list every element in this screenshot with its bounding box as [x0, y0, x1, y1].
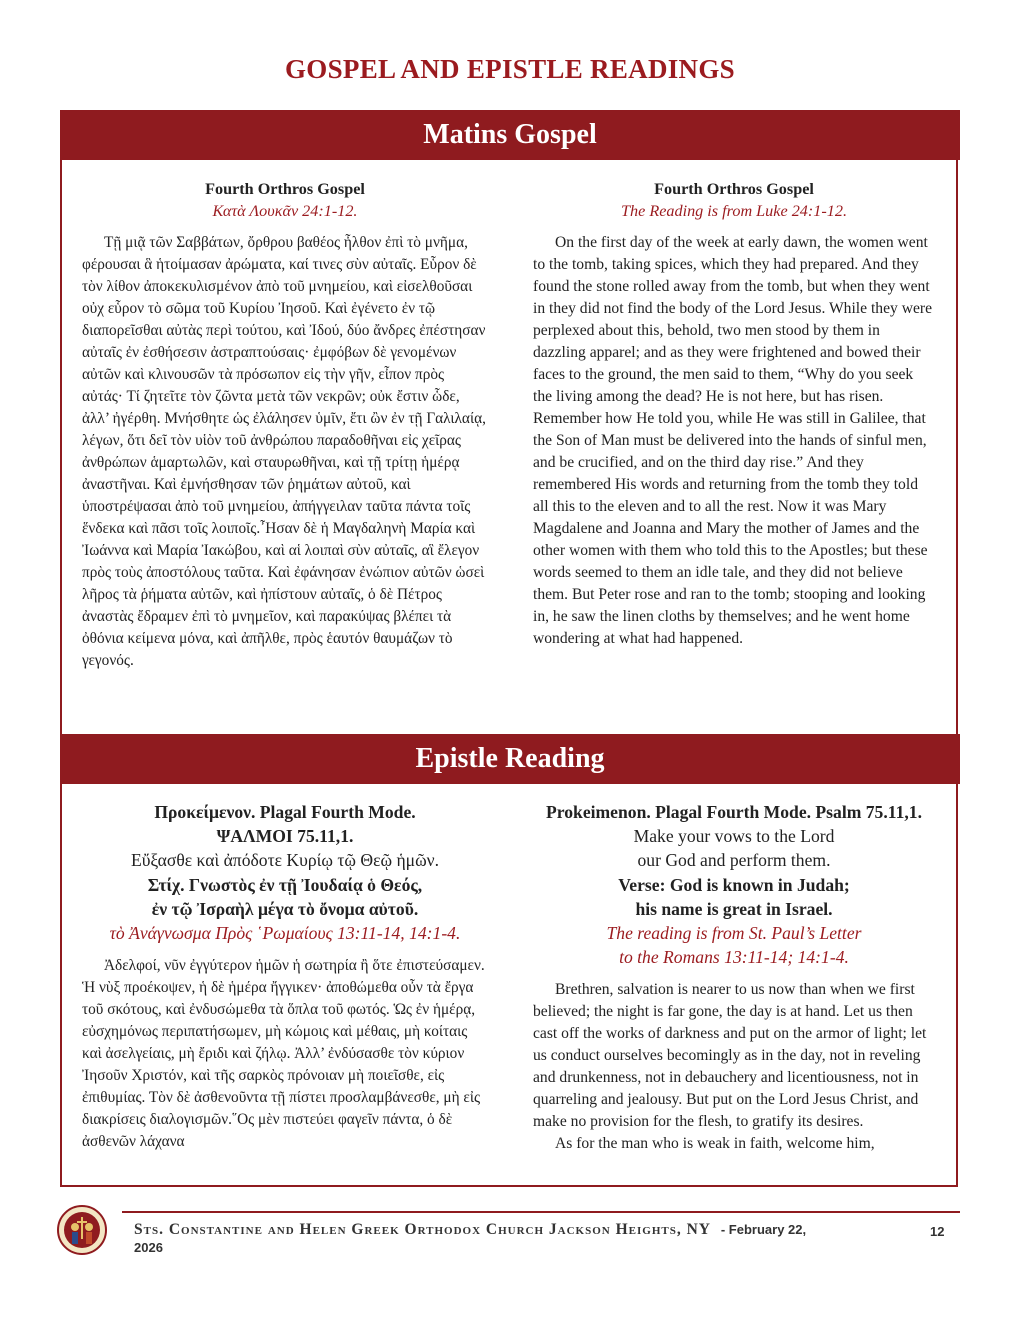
matins-greek-column — [82, 178, 488, 672]
footer — [134, 1221, 834, 1257]
epistle-english-line1: Make your vows to the Lord — [633, 826, 835, 847]
matins-english-reference: The Reading is from Luke 24:1-12. — [620, 202, 847, 220]
epistle-greek-prokeimenon: Προκείμενον. Plagal Fourth Mode. — [154, 802, 416, 822]
church-logo-icon — [57, 1205, 107, 1255]
epistle-greek-verse-a: Στίχ. Γνωστὸς ἐν τῇ Ἰουδαίᾳ ὁ Θεός, — [147, 874, 423, 895]
footer-church-name: Sts. Constantine and Helen Greek Orthodox Church Jackson Heights, NY — [134, 1221, 711, 1238]
epistle-english-verse-a: Verse: God is known in Judah; — [618, 874, 850, 895]
epistle-greek-reference: τὸ Ἀνάγνωσμα Πρὸς ῾Ρωμαίους 13:11-14, 14:1-4. — [109, 923, 461, 944]
matins-english-heading: Fourth Orthros Gospel — [654, 180, 814, 198]
matins-english-text: On the first day of the week at early dawn, the women went to the tomb, taking spices, which they had prepared. And they found the stone rolled away from the tomb, but when they went in they did not find the body of the Lord Jesus. While they were perplexed about this, behold, two men stood by them in dazzling apparel; and as they were frightened and bowed their faces to the ground, the men said to them, “Why do you seek the living among the dead? He is not here, but has risen. Remember how He told you, while He was still in Galilee, that the Son of Man must be delivered into the hands of sinful men, and be crucified, and on the third day rise.” And they remembered His words and returning from the tomb they told all this to the eleven and to all the rest. Now it was Mary Magdalene and Joanna and Mary the mother of James and the other women with them who told this to the Apostles; but these words seemed to them an idle tale, and they did not believe them. But Peter rose and ran to the tomb; stooping and looking in, he saw the linen cloths by themselves; and he went home wondering at what had happened. — [533, 234, 933, 647]
epistle-greek-psalm: ΨΑΛΜΟΙ 75.11,1. — [216, 826, 354, 847]
epistle-greek-text: Ἀδελφοί, νῦν ἐγγύτερον ἡμῶν ἡ σωτηρία ἢ ὅτε ἐπιστεύσαμεν. Ἡ νὺξ προέκοψεν, ἡ δὲ ἡμέρα ἤγγικεν· ἀποθώμεθα οὖν τὰ ἔργα τοῦ σκότους, καὶ ἐνδυσώμεθα τὰ ὅπλα τοῦ φωτός. Ὡς ἐν ἡμέρᾳ, εὐσχημόνως περιπατήσωμεν, μὴ κώμοις καὶ μέθαις, μὴ κοίταις καὶ ἀσελγείαις, μὴ ἔριδι καὶ ζήλῳ. Ἀλλ’ ἐνδύσασθε τὸν κύριον Ἰησοῦν Χριστόν, καὶ τῆς σαρκὸς πρόνοιαν μὴ ποιεῖσθε, εἰς ἐπιθυμίας. Τὸν δὲ ἀσθενοῦντα τῇ πίστει προσλαμβάνεσθε, μὴ εἰς διακρίσεις διαλογισμῶν.῞Ος μὲν πιστεύει φαγεῖν πάντα, ὁ δὲ ἀσθενῶν λάχανα — [82, 957, 485, 1151]
epistle-greek-line1: Εὔξασθε καὶ ἀπόδοτε Κυρίῳ τῷ Θεῷ ἡμῶν. — [130, 850, 440, 871]
epistle-greek-verse-b: ἐν τῷ Ἰσραὴλ μέγα τὸ ὄνομα αὐτοῦ. — [151, 898, 419, 919]
epistle-reading-banner: Epistle Reading — [60, 734, 960, 784]
epistle-english-text-1: Brethren, salvation is nearer to us now than when we first believed; the night is far gone, the day is at hand. Let us then cast off the works of darkness and put on the armor of light; let us conduct ourselves becomingly as in the day, not in reveling and drunkenness, not in debauchery and licentiousness, not in quarreling and jealousy. But put on the Lord Jesus Christ, and make no provision for the flesh, to gratify its desires. — [533, 981, 927, 1131]
epistle-english-prokeimenon: Prokeimenon. Plagal Fourth Mode. Psalm 75.11,1. — [546, 802, 922, 822]
page-number: 12 — [930, 1224, 945, 1239]
epistle-english-verse-b: his name is great in Israel. — [635, 898, 833, 919]
epistle-greek-column — [82, 800, 488, 1153]
matins-greek-reference: Κατὰ Λουκᾶν 24:1-12. — [212, 202, 358, 220]
matins-english-column — [533, 178, 935, 650]
footer-date: - February 22, 2026 — [134, 1222, 807, 1255]
matins-gospel-banner: Matins Gospel — [60, 110, 960, 160]
epistle-english-reference-a: The reading is from St. Paul’s Letter — [606, 923, 862, 944]
matins-greek-text: Τῇ μιᾷ τῶν Σαββάτων, ὄρθρου βαθέος ἦλθον ἐπὶ τὸ μνῆμα, φέρουσαι ἃ ἡτοίμασαν ἀρώματα, καί τινες σὺν αὐταῖς. Εὗρον δὲ τὸν λίθον ἀποκεκυλισμένον ἀπὸ τοῦ μνημείου, καὶ εἰσελθοῦσαι οὐχ εὗρον τὸ σῶμα τοῦ Κυρίου Ἰησοῦ. Καὶ ἐγένετο ἐν τῷ διαπορεῖσθαι αὐτὰς περὶ τούτου, καὶ Ἰδού, δύο ἄνδρες ἐπέστησαν αὐταῖς ἐν ἐσθήσεσιν ἀστραπτούσαις· ἐμφόβων δὲ γενομένων αὐτῶν καὶ κλινουσῶν τὰ πρόσωπον εἰς τὴν γῆν, εἶπον πρὸς αὐτάς· Τί ζητεῖτε τὸν ζῶντα μετὰ τῶν νεκρῶν; οὐκ ἔστιν ὧδε, ἀλλ’ ἠγέρθη. Μνήσθητε ὡς ἐλάλησεν ὑμῖν, ἔτι ὢν ἐν τῇ Γαλιλαίᾳ, λέγων, ὅτι δεῖ τὸν υἱὸν τοῦ ἀνθρώπου παραδοθῆναι εἰς χεῖρας ἀνθρώπων ἁμαρτωλῶν, καὶ σταυρωθῆναι, καὶ τῇ τρίτῃ ἡμέρᾳ ἀναστῆναι. Καὶ ἐμνήσθησαν τῶν ῥημάτων αὐτοῦ, καὶ ὑποστρέψασαι ἀπὸ τοῦ μνημείου, ἀπήγγειλαν ταῦτα πάντα τοῖς ἕνδεκα καὶ πᾶσι τοῖς λοιποῖς.῏Ησαν δὲ ἡ Μαγδαληνὴ Μαρία καὶ Ἰωάννα καὶ Μαρία Ἰακώβου, καὶ αἱ λοιπαὶ σὺν αὐταῖς, αἳ ἔλεγον πρὸς τοὺς ἀποστόλους ταῦτα. Καὶ ἐφάνησαν ἐνώπιον αὐτῶν ὡσεὶ λῆρος τὰ ῥήματα αὐτῶν, καὶ ἠπίστουν αὐταῖς, ὁ δὲ Πέτρος ἀναστὰς ἔδραμεν ἐπὶ τὸ μνημεῖον, καὶ παρακύψας βλέπει τὰ ὀθόνια κείμενα μόνα, καὶ ἀπῆλθε, πρὸς ἑαυτόν θαυμάζων τὸ γεγονός. — [82, 234, 486, 669]
footer-divider — [122, 1211, 960, 1213]
epistle-english-column — [533, 800, 935, 1155]
epistle-english-text-2: As for the man who is weak in faith, welcome him, — [555, 1135, 875, 1153]
epistle-english-line2: our God and perform them. — [637, 850, 831, 871]
epistle-english-reference-b: to the Romans 13:11-14; 14:1-4. — [619, 947, 849, 968]
page-title: GOSPEL AND EPISTLE READINGS — [285, 54, 735, 84]
matins-greek-heading: Fourth Orthros Gospel — [205, 180, 365, 198]
